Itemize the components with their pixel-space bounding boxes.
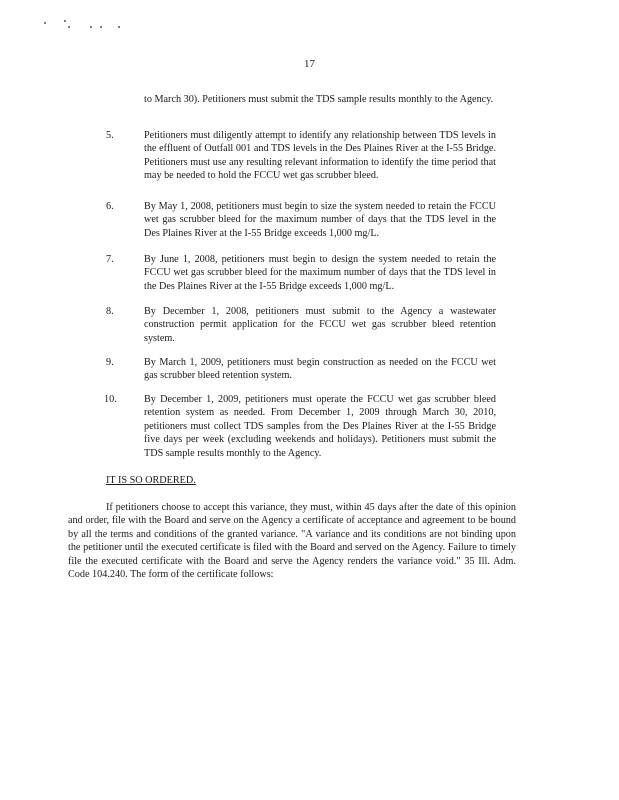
item-text: By December 1, 2008, petitioners must submit to the Agency a wastewater construction permit application for the FCCU wet gas scrubber bleed retention system. bbox=[144, 306, 496, 344]
item-text: By December 1, 2009, petitioners must operate the FCCU wet gas scrubber bleed retention system as needed. From December 1, 2009 through March 30, 2010, petitioners must collect TDS samples from the Des Plaines River at the I-55 Bridge five days per week (excluding weekends and holidays). Petitioners must submit the TDS sample results monthly to the Agency. bbox=[144, 394, 496, 459]
scan-artifact bbox=[40, 18, 130, 30]
item-text: By May 1, 2008, petitioners must begin to size the system needed to retain the FCCU wet gas scrubber bleed for the maximum number of days that the TDS level in the Des Plaines River at the I-55 Bridge exceeds 1,000 mg/L. bbox=[144, 201, 496, 239]
continuation-paragraph: to March 30). Petitioners must submit the TDS sample results monthly to the Agency. bbox=[144, 94, 494, 105]
item-text: By March 1, 2009, petitioners must begin construction as needed on the FCCU wet gas scrubber bleed retention system. bbox=[144, 357, 496, 382]
item-number: 6. bbox=[106, 201, 114, 212]
page-number: 17 bbox=[304, 58, 315, 70]
item-number: 9. bbox=[106, 357, 114, 368]
item-number: 7. bbox=[106, 254, 114, 265]
item-number: 10. bbox=[104, 394, 117, 405]
item-number: 5. bbox=[106, 130, 114, 141]
item-number: 8. bbox=[106, 306, 114, 317]
item-text: By June 1, 2008, petitioners must begin to design the system needed to retain the FCCU wet gas scrubber bleed for the maximum number of days that the TDS level in the Des Plaines River at the I-55 Bridge exceeds 1,000 mg/L. bbox=[144, 254, 496, 292]
so-ordered-heading: IT IS SO ORDERED. bbox=[106, 475, 196, 486]
item-text: Petitioners must diligently attempt to identify any relationship between TDS levels in the effluent of Outfall 001 and TDS levels in the Des Plaines River at the I-55 Bridge. Petitioners must use any resulting relevant information to identify the time period that may be needed to hold the FCCU wet gas scrubber bleed. bbox=[144, 130, 496, 182]
final-paragraph: If petitioners choose to accept this variance, they must, within 45 days after the date of this opinion and order, file with the Board and serve on the Agency a certificate of acceptance and agreement to be bound by all the terms and conditions of the granted variance. "A variance and its conditions are not binding upon the petitioner until the executed certificate is filed with the Board and served on the Agency. Failure to timely file the executed certificate with the Board and serve the Agency renders the variance void." 35 Ill. Adm. Code 104.240. The form of the certificate follows: bbox=[68, 502, 516, 581]
